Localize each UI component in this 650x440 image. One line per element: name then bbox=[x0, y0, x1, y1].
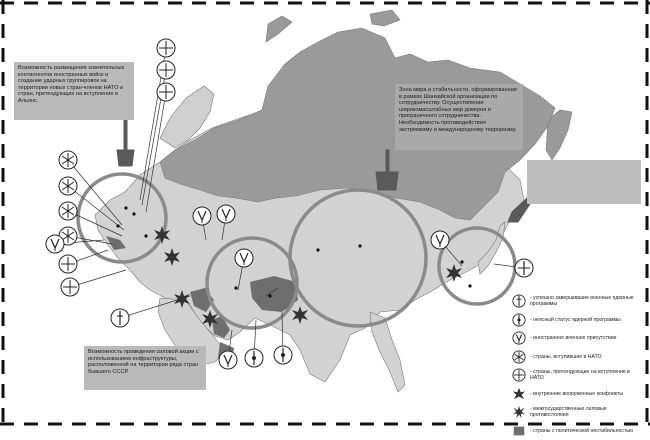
nato-applicant-icon bbox=[59, 255, 77, 273]
nuclear-program-icon bbox=[512, 294, 526, 308]
callout-former-ussr-text: Возможность проведения силовой акции с использованием инфраструктуры, расположенной на территории ряда стран бывшего СССР. bbox=[88, 349, 202, 375]
foreign-military-presence-icon bbox=[46, 235, 64, 253]
foreign-military-presence-icon bbox=[217, 205, 235, 223]
unstable-country-icon bbox=[512, 424, 526, 438]
legend-label: - межгосударственные силовые противостояния bbox=[530, 406, 644, 418]
callout-former-ussr bbox=[84, 346, 206, 390]
callout-nato-expansion-text: Возможность размещения значительных контингентов иностранных войск и создание ударных группировок на территории новых стран-членов НАТО и стран, претендующих на вступление в Альянс. bbox=[18, 65, 130, 105]
legend-label: - внутренние вооруженные конфликты bbox=[530, 391, 623, 397]
novaya-zemlya-land bbox=[266, 16, 292, 42]
legend-label: - неясный статус ядерной программы bbox=[530, 317, 621, 323]
nato-applicant-icon bbox=[157, 39, 175, 57]
nato-applicant-icon bbox=[157, 83, 175, 101]
legend-item bbox=[512, 366, 644, 385]
callout-sco-zone-text: Зона мира и стабильности, оформированная в рамках Шанхайской организации по сотрудничеству. Осуществление широкомасштабных мер доверия и приграничного сотрудничества. Необходимость противодействия экстремизму и международному терроризму. bbox=[399, 87, 519, 133]
foreign-military-presence-icon bbox=[219, 351, 237, 369]
legend-item bbox=[512, 329, 644, 348]
nato-member-icon bbox=[59, 151, 77, 169]
callout-east-asia bbox=[527, 160, 641, 204]
foreign-military-presence-icon bbox=[512, 331, 526, 345]
nato-applicant-icon bbox=[157, 61, 175, 79]
interstate-conflict-icon bbox=[512, 405, 526, 419]
internal-conflict-icon bbox=[512, 387, 526, 401]
legend-label: - страны с политической нестабильностью bbox=[530, 428, 633, 434]
legend-item bbox=[512, 348, 644, 367]
nuclear-program-icon bbox=[111, 309, 129, 327]
nato-member-icon bbox=[59, 202, 77, 220]
legend-item bbox=[512, 403, 644, 422]
nato-member-icon bbox=[59, 177, 77, 195]
nuclear-status-icon bbox=[245, 349, 263, 367]
legend-label: - страны, вступившие в НАТО bbox=[530, 354, 602, 360]
nuclear-status-icon bbox=[512, 313, 526, 327]
legend-label: - успешно завершившие военные ядерные программы bbox=[530, 295, 644, 307]
legend-item bbox=[512, 422, 644, 440]
arctic-islands-land bbox=[370, 10, 400, 26]
foreign-military-presence-icon bbox=[431, 231, 449, 249]
legend-label: - страны, претендующие на вступление в НАТО bbox=[530, 369, 644, 381]
nuclear-status-icon bbox=[515, 259, 533, 277]
legend-item bbox=[512, 385, 644, 404]
foreign-military-presence-icon bbox=[193, 207, 211, 225]
callout-nato-expansion bbox=[14, 62, 134, 120]
foreign-military-presence-icon bbox=[235, 249, 253, 267]
legend-label: - иностранное военное присутствие bbox=[530, 335, 617, 341]
callout-sco-zone bbox=[395, 84, 523, 150]
nuclear-status-icon bbox=[274, 346, 292, 364]
nato-member-icon bbox=[512, 350, 526, 364]
map-legend bbox=[512, 292, 644, 440]
nato-applicant-icon bbox=[61, 278, 79, 296]
legend-item bbox=[512, 311, 644, 330]
legend-item bbox=[512, 292, 644, 311]
nato-applicant-icon bbox=[512, 368, 526, 382]
